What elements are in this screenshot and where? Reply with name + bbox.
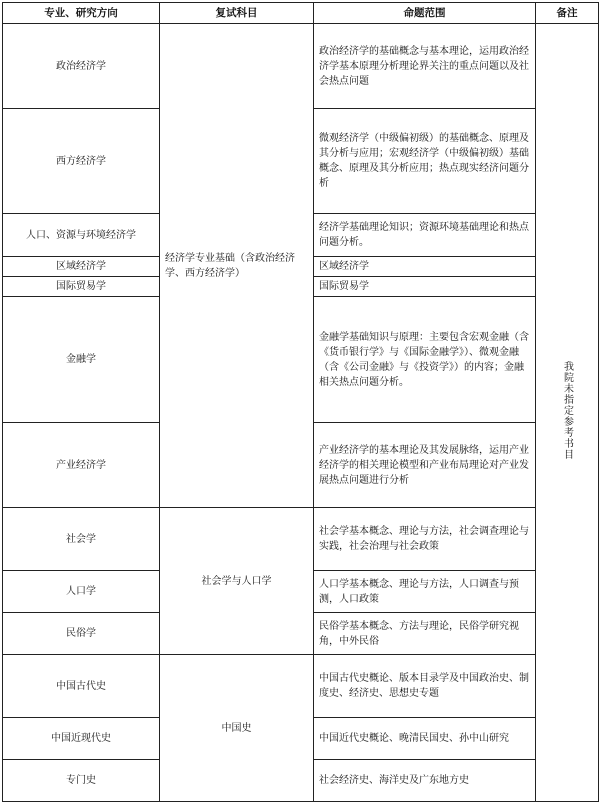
major-cell: 政治经济学 [3,24,160,109]
major-cell: 人口学 [3,571,160,613]
scope-cell: 中国古代史概论、版本目录学及中国政治史、制度史、经济史、思想史专题 [314,655,536,718]
table-header-row [3,3,599,24]
scope-cell: 微观经济学（中级偏初级）的基础概念、原理及其分析与应用；宏观经济学（中级偏初级）基础概念、原理及其分析应用；热点现实经济问题分析 [314,109,536,214]
major-cell: 西方经济学 [3,109,160,214]
major-cell: 社会学 [3,508,160,571]
scope-cell: 经济学基础理论知识；资源环境基础理论和热点问题分析。 [314,214,536,257]
scope-cell: 社会学基本概念、理论与方法，社会调查理论与实践，社会治理与社会政策 [314,508,536,571]
major-cell: 国际贸易学 [3,277,160,297]
major-cell: 产业经济学 [3,423,160,508]
exam-scope-table [2,2,599,802]
scope-cell: 人口学基本概念、理论与方法，人口调查与预测，人口政策 [314,571,536,613]
note-cell [536,24,599,802]
header-scope: 命题范围 [314,3,536,24]
table-row [3,24,599,109]
scope-cell: 中国近代史概论、晚清民国史、孙中山研究 [314,718,536,760]
scope-cell: 社会经济史、海洋史及广东地方史 [314,760,536,802]
major-cell: 中国近现代史 [3,718,160,760]
scope-cell: 国际贸易学 [314,277,536,297]
major-cell: 专门史 [3,760,160,802]
table-row [3,655,599,718]
subject-cell-history: 中国史 [160,655,314,802]
note-text: 我院未指定参考书目 [561,360,573,460]
subject-cell-sociology: 社会学与人口学 [160,508,314,655]
subject-cell-economics: 经济学专业基础（含政治经济学、西方经济学） [160,24,314,508]
major-cell: 区域经济学 [3,257,160,277]
scope-cell: 政治经济学的基础概念与基本理论，运用政治经济学基本原理分析理论界关注的重点问题以及社会热点问题 [314,24,536,109]
major-cell: 中国古代史 [3,655,160,718]
major-cell: 民俗学 [3,613,160,655]
header-subject: 复试科目 [160,3,314,24]
header-note: 备注 [536,3,599,24]
scope-cell: 金融学基础知识与原理：主要包含宏观金融（含《货币银行学》与《国际金融学》）、微观金融（含《公司金融》与《投资学》）的内容；金融相关热点问题分析。 [314,297,536,423]
scope-cell: 民俗学基本概念、方法与理论，民俗学研究视角，中外民俗 [314,613,536,655]
scope-cell: 区域经济学 [314,257,536,277]
major-cell: 人口、资源与环境经济学 [3,214,160,257]
major-cell: 金融学 [3,297,160,423]
header-major: 专业、研究方向 [3,3,160,24]
scope-cell: 产业经济学的基本理论及其发展脉络，运用产业经济学的相关理论模型和产业布局理论对产业发展热点问题进行分析 [314,423,536,508]
table-row [3,508,599,571]
